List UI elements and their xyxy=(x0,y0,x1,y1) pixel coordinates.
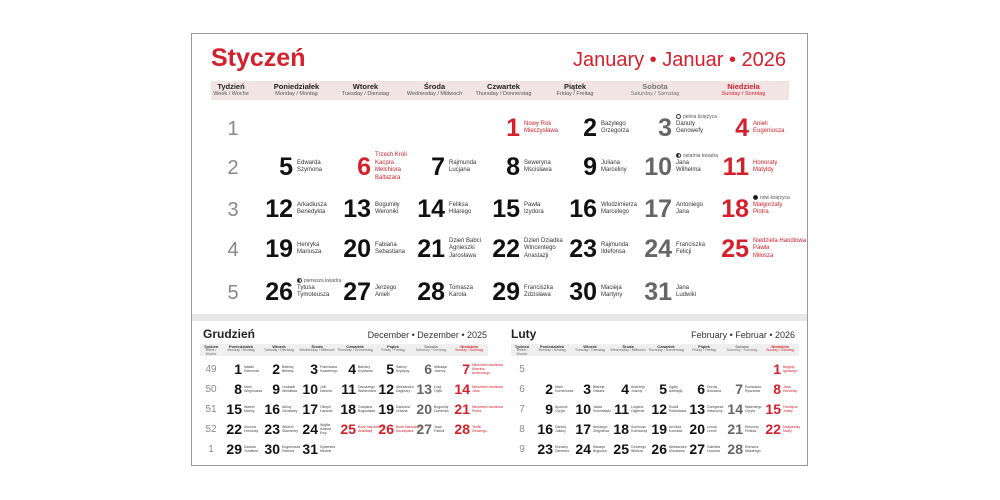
mini-name-day: Leona Leonii xyxy=(707,425,717,433)
moon-phase-label xyxy=(676,153,718,159)
section-separator xyxy=(192,314,807,321)
mini-name-day: Małgorzaty Marty xyxy=(783,425,801,433)
day-number: 18 xyxy=(721,195,749,223)
mini-name-day: Gabriela Leandra xyxy=(707,445,721,453)
name-day: Antoniego Jana xyxy=(676,201,704,215)
mini-day-number: 12 xyxy=(651,401,667,417)
mini-weekday-name: Wtorek xyxy=(272,344,286,349)
day-number: 23 xyxy=(569,235,597,263)
name-day: Tytusa Tymoteusza xyxy=(297,284,330,298)
day-number: 1 xyxy=(506,114,520,142)
mini-name-day: Cezarego Wiktora xyxy=(631,445,647,453)
mini-weekday-header xyxy=(647,344,685,353)
name-day: Edwarda Szymona xyxy=(297,159,323,173)
mini-name-day: Bogumiły Dominika xyxy=(434,405,449,413)
moon-phase-text: pełnia księżyca xyxy=(683,114,717,120)
weekday-name: Czwartek xyxy=(487,82,520,91)
mini-week-number: 9 xyxy=(519,444,525,455)
weekday-name-translation: Wednesday / Mittwoch xyxy=(406,90,463,97)
mini-name-day: Romualda Ryszarda xyxy=(745,385,761,393)
mini-weekday-header xyxy=(511,344,533,356)
mini-day-number: 24 xyxy=(575,441,591,457)
mini-day-number: 14 xyxy=(727,401,743,417)
name-day: Rajmunda Ildefonsa xyxy=(601,241,629,255)
name-day: Jerzego Anieli xyxy=(375,284,397,298)
mini-weekday-translation: Tuesday / Dienstag xyxy=(263,348,295,352)
day-number: 15 xyxy=(492,195,520,223)
name-day: Trzech Króli Kacpra Melchiora Baltazara xyxy=(375,152,407,181)
name-day: Jana Wilhelma xyxy=(676,159,701,173)
mini-day-number: 1 xyxy=(773,361,781,377)
mini-name-day: Marii Wirginiusza xyxy=(244,385,263,393)
name-day: Franciszka Felicji xyxy=(676,241,706,255)
weekday-header-cell xyxy=(469,81,538,97)
mini-day-number: 25 xyxy=(340,421,356,437)
mini-day-number: 7 xyxy=(462,361,470,377)
mini-weekday-name: Tydzień xyxy=(514,344,530,349)
day-number: 10 xyxy=(644,153,672,181)
mini-name-day: Walentego Cyryla xyxy=(745,405,762,413)
day-number: 30 xyxy=(569,278,597,306)
mini-weekday-translation: Thursday / Donnerstag xyxy=(337,348,373,352)
mini-day-number: 5 xyxy=(659,381,667,397)
mini-weekday-name: Sobota xyxy=(424,344,438,349)
day-number: 31 xyxy=(644,278,672,306)
weekday-name-translation: Tuesday / Dienstag xyxy=(341,90,390,97)
mini-day-number: 26 xyxy=(378,421,394,437)
mini-day-number: 15 xyxy=(226,401,242,417)
name-day: Małgorzaty Piotra xyxy=(753,201,783,215)
name-day: Włodzimierza Marcelego xyxy=(601,201,638,215)
moon-phase-label xyxy=(753,195,790,201)
mini-name-day: Faustyna Jowity xyxy=(783,405,798,413)
mini-day-number: 16 xyxy=(264,401,280,417)
mini-day-number: 13 xyxy=(416,381,432,397)
mini-weekday-name: Piątek xyxy=(387,344,399,349)
mini-day-number: 26 xyxy=(651,441,667,457)
mini-day-number: 7 xyxy=(735,381,743,397)
weekday-header-cell xyxy=(538,81,612,97)
day-number: 7 xyxy=(431,153,445,181)
mini-name-day: Szymona Konstancji xyxy=(631,425,648,433)
mini-name-day: Sabiny Krystyny xyxy=(396,365,410,373)
mini-name-day: Boże Narodzenie Szczepana xyxy=(396,425,423,433)
mini-day-number: 5 xyxy=(386,361,394,377)
name-day: Seweryna Mścisława xyxy=(524,159,552,173)
mini-weekday-header xyxy=(222,344,260,353)
mini-weekday-name: Piątek xyxy=(698,344,710,349)
mini-name-day: Jana Honoraty xyxy=(783,385,798,393)
weekday-name: Piątek xyxy=(563,82,587,91)
mini-day-number: 4 xyxy=(348,361,356,377)
name-day: Niedziela Handlowa Pawła Miłosza xyxy=(753,237,807,259)
week-number: 1 xyxy=(227,118,239,140)
weekday-name-translation: Saturday / Samstag xyxy=(630,90,680,97)
mini-weekday-name: Czwartek xyxy=(346,344,364,349)
mini-name-day: Lucjana Olgierda xyxy=(631,405,645,413)
mini-day-number: 23 xyxy=(264,421,280,437)
week-number: 4 xyxy=(227,239,239,261)
mini-day-number: 17 xyxy=(302,401,318,417)
name-day: Nowy Rok Mieczysława xyxy=(524,120,559,134)
name-day: Honoraty Matyldy xyxy=(753,159,778,173)
mini-name-day: Gracjana Bogusława xyxy=(358,405,376,413)
day-number: 11 xyxy=(722,153,749,181)
mini-weekday-name: Tydzień xyxy=(203,344,219,349)
mini-week-number: 49 xyxy=(205,364,217,375)
weekday-header-cell xyxy=(698,81,789,97)
name-day: Anieli Eugeniusza xyxy=(753,120,785,134)
mini-name-day: Eleonory Feliksa xyxy=(745,425,759,433)
mini-name-day: Marii Korneliusza xyxy=(555,385,574,393)
mini-name-day: Agaty Adelajdy xyxy=(669,385,683,393)
day-number: 22 xyxy=(492,235,520,263)
mini-name-day: Dariusza Urbana xyxy=(396,405,410,413)
name-day: Jana Ludwiki xyxy=(676,284,697,298)
mini-day-number: 6 xyxy=(424,361,432,377)
mini-weekday-name: Wtorek xyxy=(583,344,597,349)
mini-week-number: 1 xyxy=(208,444,214,455)
mini-weekday-translation: Sunday / Sonntag xyxy=(455,348,483,352)
mini-weekday-header xyxy=(200,344,222,356)
mini-week-number: 6 xyxy=(519,384,525,395)
mini-day-number: 20 xyxy=(689,421,705,437)
name-day: Arkadiusza Benedykta xyxy=(297,201,327,215)
mini-weekday-name: Czwartek xyxy=(657,344,675,349)
mini-name-day: Balbiny Bibiany xyxy=(282,365,294,373)
mini-name-day: Niedziela Handlowa Marcina Ambrożego xyxy=(472,363,503,375)
mini-day-number: 11 xyxy=(614,401,629,417)
mini-day-number: 27 xyxy=(416,421,432,437)
day-number: 3 xyxy=(658,114,672,142)
mini-day-number: 16 xyxy=(537,421,553,437)
mini-weekday-header xyxy=(609,344,647,353)
mini-weekday-name: Sobota xyxy=(735,344,749,349)
mini-name-day: Łucji Otylii xyxy=(434,385,442,393)
mini-name-day: Niedziela Handlowa Jana xyxy=(472,385,503,393)
name-day: Bazylego Grzegorza xyxy=(601,120,630,134)
mini-day-number: 3 xyxy=(583,381,591,397)
mini-name-day: Doroty Bohdana xyxy=(707,385,722,393)
week-number: 3 xyxy=(227,199,239,221)
name-day: Juliana Marceliny xyxy=(601,159,627,173)
name-day: Macieja Martyny xyxy=(601,284,623,298)
mini-weekday-header xyxy=(533,344,571,353)
mini-day-number: 10 xyxy=(575,401,591,417)
name-day: Franciszka Zdzisława xyxy=(524,284,554,298)
mini-name-day: Jacka Scholastyki xyxy=(593,405,611,413)
mini-weekday-translation: Monday / Montag xyxy=(538,348,566,352)
moon-phase-icon xyxy=(676,153,681,158)
mini-weekday-header xyxy=(298,344,336,353)
mini-name-day: Błażeja Oskara xyxy=(593,385,605,393)
mini-day-number: 29 xyxy=(226,441,242,457)
name-day: Dzień Dziadka Wincentego Anastazji xyxy=(524,237,563,259)
day-number: 16 xyxy=(569,195,597,223)
mini-day-number: 15 xyxy=(765,401,781,417)
name-day: Tomasza Karola xyxy=(449,284,474,298)
mini-name-day: Arnolda Konrada xyxy=(669,425,683,433)
weekday-name: Wtorek xyxy=(352,82,379,91)
mini-day-number: 22 xyxy=(226,421,242,437)
mini-week-number: 7 xyxy=(519,404,525,415)
mini-week-number: 8 xyxy=(519,424,525,435)
mini-week-number: 51 xyxy=(205,404,217,415)
mini-day-number: 4 xyxy=(621,381,629,397)
weekday-name: Niedziela xyxy=(727,82,760,91)
mini-day-number: 2 xyxy=(272,361,280,377)
mini-day-number: 30 xyxy=(264,441,280,457)
mini-name-day: Jana Fabioli xyxy=(434,425,445,433)
day-number: 29 xyxy=(492,278,520,306)
mini-weekday-header xyxy=(336,344,374,353)
mini-name-day: Apolonii Cyryla xyxy=(555,405,568,413)
mini-weekday-header xyxy=(412,344,450,353)
mini-weekday-header xyxy=(761,344,799,353)
mini-day-number: 8 xyxy=(234,381,242,397)
mini-name-day: Romany Damiana xyxy=(555,445,570,453)
mini-name-day: Macieja Bogusza xyxy=(593,445,607,453)
mini-name-day: Dawida Tomasza xyxy=(244,445,259,453)
moon-phase-text: ostatnia kwadra xyxy=(683,153,719,159)
day-number: 25 xyxy=(721,235,749,263)
mini-weekday-translation: Tuesday / Dienstag xyxy=(574,348,606,352)
mini-week-number: 52 xyxy=(205,424,217,435)
mini-name-day: Teofili Cezarego xyxy=(472,425,488,433)
mini-weekday-translation: Sunday / Sonntag xyxy=(766,348,794,352)
mini-day-number: 31 xyxy=(302,441,318,457)
mini-day-number: 9 xyxy=(272,381,280,397)
month-subtitle: January • Januar • 2026 xyxy=(572,49,786,71)
mini-weekday-translation: Saturday / Samstag xyxy=(726,348,758,352)
mini-day-number: 21 xyxy=(454,401,470,417)
weekday-name-translation: Thursday / Donnerstag xyxy=(475,90,532,97)
mini-day-number: 23 xyxy=(537,441,553,457)
mini-day-number: 21 xyxy=(727,421,743,437)
mini-day-number: 9 xyxy=(545,401,553,417)
mini-weekday-translation: Saturday / Samstag xyxy=(415,348,447,352)
moon-phase-text: nów księżyca xyxy=(760,195,790,201)
mini-day-number: 19 xyxy=(651,421,667,437)
name-day: Henryka Mariusza xyxy=(297,241,322,255)
mini-name-day: Aleksandra Mirosława xyxy=(669,445,687,453)
mini-weekday-translation: Friday / Freitag xyxy=(381,348,405,352)
prev-month-title: Grudzień xyxy=(203,327,256,341)
mini-name-day: Romana Makarego xyxy=(745,445,761,453)
week-number: 2 xyxy=(227,157,239,179)
mini-name-day: Brygidy Ignacego xyxy=(783,365,798,373)
mini-weekday-name: Poniedziałek xyxy=(228,344,254,349)
mini-weekday-translation: Week / Woche xyxy=(205,348,217,356)
mini-day-number: 10 xyxy=(302,381,318,397)
mini-name-day: Eugeniusza Rainera xyxy=(282,445,301,453)
mini-weekday-name: Niedziela xyxy=(771,344,789,349)
mini-name-day: Natalii Edmunda xyxy=(244,365,259,373)
mini-weekday-translation: Thursday / Donnerstag xyxy=(648,348,684,352)
mini-name-day: Aleksego Zbigniewa xyxy=(593,425,609,433)
weekday-name-translation: Sunday / Sonntag xyxy=(721,90,766,97)
name-day: Feliksa Hilarego xyxy=(449,201,472,215)
day-number: 28 xyxy=(417,278,445,306)
mini-day-number: 20 xyxy=(416,401,432,417)
name-day: Danuty Genowefy xyxy=(676,120,704,134)
mini-weekday-header xyxy=(685,344,723,353)
mini-day-number: 11 xyxy=(341,381,356,397)
week-number: 5 xyxy=(227,282,239,304)
mini-name-day: Mikołaja Jaremy xyxy=(434,365,447,373)
mini-day-number: 2 xyxy=(545,381,553,397)
mini-weekday-translation: Monday / Montag xyxy=(227,348,255,352)
mini-weekday-header xyxy=(260,344,298,353)
day-number: 19 xyxy=(265,235,293,263)
day-number: 9 xyxy=(583,153,597,181)
mini-day-number: 18 xyxy=(340,401,356,417)
day-number: 2 xyxy=(583,114,597,142)
next-month-subtitle: February • Februar • 2026 xyxy=(691,330,795,340)
moon-phase-label xyxy=(676,114,717,120)
mini-day-number: 14 xyxy=(454,381,470,397)
day-number: 17 xyxy=(644,195,672,223)
mini-name-day: Franciszka Ksawerego xyxy=(320,365,338,373)
mini-weekday-header xyxy=(723,344,761,353)
name-day: Fabiana Sebastiana xyxy=(375,241,406,255)
day-number: 20 xyxy=(343,235,371,263)
mini-week-number: 50 xyxy=(205,384,217,395)
weekday-header-cell xyxy=(331,81,400,97)
name-day: Dzień Babci Agnieszki Jarosława xyxy=(449,237,482,259)
weekday-name: Środa xyxy=(423,82,446,91)
weekday-name: Poniedziałek xyxy=(273,82,320,91)
mini-day-number: 6 xyxy=(697,381,705,397)
mini-day-number: 28 xyxy=(454,421,470,437)
weekday-name: Tydzień xyxy=(217,82,245,91)
day-number: 5 xyxy=(279,153,293,181)
moon-phase-icon xyxy=(297,278,302,283)
mini-weekday-translation: Wednesday / Mittwoch xyxy=(299,348,335,352)
day-number: 27 xyxy=(343,278,371,306)
mini-name-day: Damazego Waldemara xyxy=(358,385,376,393)
moon-phase-label xyxy=(297,278,341,284)
mini-name-day: Albiny Zdzisławy xyxy=(282,405,298,413)
mini-day-number: 3 xyxy=(310,361,318,377)
mini-day-number: 25 xyxy=(613,441,629,457)
name-day: Rajmunda Lucjana xyxy=(449,159,477,173)
day-number: 14 xyxy=(417,195,445,223)
mini-weekday-name: Środa xyxy=(622,344,634,349)
weekday-header-cell xyxy=(211,81,251,97)
mini-day-number: 17 xyxy=(575,421,591,437)
mini-weekday-header xyxy=(571,344,609,353)
mini-name-day: Sylwestra Melanii xyxy=(320,445,336,453)
mini-name-day: Wiktorii Sławomiry xyxy=(282,425,299,433)
day-number: 6 xyxy=(357,153,371,181)
name-day: Bogumiły Weroniki xyxy=(375,201,400,215)
mini-name-day: Wigilia Adama Ewy xyxy=(320,423,332,435)
name-day: Pawła Izydora xyxy=(524,201,544,215)
mini-day-number: 8 xyxy=(773,381,781,397)
mini-name-day: Boże Narodzenie Anastazji xyxy=(358,425,385,433)
mini-name-day: Barbary Krystiana xyxy=(358,365,373,373)
prev-month-subtitle: December • Dezember • 2025 xyxy=(367,330,487,340)
mini-day-number: 27 xyxy=(689,441,705,457)
weekday-name-translation: Monday / Montag xyxy=(275,90,318,97)
day-number: 8 xyxy=(506,153,520,181)
mini-weekday-translation: Wednesday / Mittwoch xyxy=(610,348,646,352)
mini-day-number: 12 xyxy=(378,381,394,397)
mini-day-number: 28 xyxy=(727,441,743,457)
mini-name-day: Eulalii Radosława xyxy=(669,405,687,413)
weekday-name-translation: Week / Woche xyxy=(213,90,249,97)
mini-weekday-header xyxy=(374,344,412,353)
moon-phase-icon xyxy=(753,195,758,200)
day-number: 12 xyxy=(265,195,293,223)
weekday-header-cell xyxy=(262,81,331,97)
mini-day-number: 1 xyxy=(234,361,242,377)
mini-week-number: 5 xyxy=(519,364,525,375)
mini-weekday-translation: Week / Woche xyxy=(516,348,528,356)
mini-name-day: Andrzeja Joanny xyxy=(631,385,645,393)
mini-day-number: 24 xyxy=(302,421,318,437)
mini-name-day: Grzegorza Katarzyny xyxy=(707,405,724,413)
next-month-title: Luty xyxy=(511,327,537,341)
weekday-name-translation: Friday / Freitag xyxy=(556,90,594,97)
mini-weekday-name: Niedziela xyxy=(460,344,478,349)
mini-weekday-name: Poniedziałek xyxy=(539,344,565,349)
mini-name-day: Niedziela Handlowa Piotra xyxy=(472,405,503,413)
mini-day-number: 22 xyxy=(765,421,781,437)
weekday-header-cell xyxy=(400,81,469,97)
mini-name-day: Walerii Mariny xyxy=(244,405,255,413)
mini-name-day: Zenona Honoraty xyxy=(244,425,259,433)
mini-name-day: Olimpii Łazarza xyxy=(320,405,333,413)
month-title: Styczeń xyxy=(211,44,306,72)
mini-day-number: 18 xyxy=(613,421,629,437)
day-number: 26 xyxy=(265,278,293,306)
mini-name-day: Aleksandra Dagmary xyxy=(396,385,414,393)
day-number: 13 xyxy=(343,195,371,223)
mini-weekday-header xyxy=(450,344,488,353)
moon-phase-icon xyxy=(676,114,681,119)
weekday-header-cell xyxy=(612,81,698,97)
mini-name-day: Leokadii Wiesława xyxy=(282,385,297,393)
weekday-name: Sobota xyxy=(642,82,668,91)
mini-day-number: 19 xyxy=(378,401,394,417)
mini-name-day: Julii Daniela xyxy=(320,385,332,393)
day-number: 24 xyxy=(644,235,672,263)
day-number: 21 xyxy=(417,235,445,263)
mini-day-number: 13 xyxy=(689,401,705,417)
moon-phase-text: pierwsza kwadra xyxy=(304,278,342,284)
mini-weekday-name: Środa xyxy=(311,344,323,349)
mini-weekday-translation: Friday / Freitag xyxy=(692,348,716,352)
day-number: 4 xyxy=(735,114,749,142)
mini-name-day: Danuty Juliany xyxy=(555,425,567,433)
